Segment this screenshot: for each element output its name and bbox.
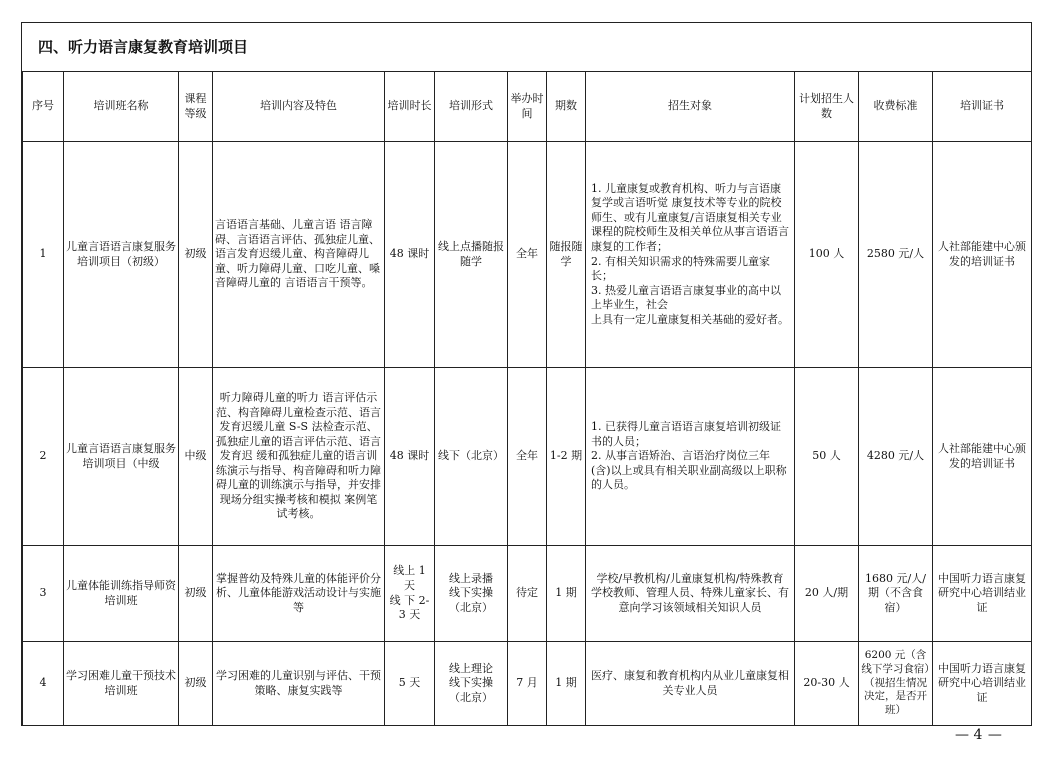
cell-fee: 2580 元/人 [859, 142, 933, 368]
cell-fee: 4280 元/人 [859, 368, 933, 546]
cell-content: 学习困难的儿童识别与评估、干预策略、康复实践等 [213, 642, 385, 726]
cell-seq: 4 [23, 642, 64, 726]
table-row [23, 142, 1032, 368]
cell-name: 学习困难儿童干预技术培训班 [64, 642, 179, 726]
cell-plan: 100 人 [795, 142, 859, 368]
cell-seq: 1 [23, 142, 64, 368]
cell-duration: 线上 1 天 线 下 2-3 天 [385, 546, 435, 642]
cell-plan: 20 人/期 [795, 546, 859, 642]
cell-form: 线下（北京） [435, 368, 508, 546]
header-name: 培训班名称 [64, 72, 179, 142]
cell-level: 初级 [179, 142, 213, 368]
header-duration: 培训时长 [385, 72, 435, 142]
header-form: 培训形式 [435, 72, 508, 142]
cell-name: 儿童体能训练指导师资培训班 [64, 546, 179, 642]
cell-time: 全年 [508, 368, 547, 546]
cell-seq: 2 [23, 368, 64, 546]
cell-plan: 20-30 人 [795, 642, 859, 726]
cell-duration: 48 课时 [385, 368, 435, 546]
cell-target: 1. 儿童康复或教育机构、听力与言语康复学或言语听觉 康复技术等专业的院校师生、或有儿童康复/言语康复相关专业课程的院校师生及相关单位从事言语语言康复的工作者； 2. 有相关知识需求的特殊需要儿童家长； 3. 热爱儿童言语语言康复事业的高中以上毕业生，社会 上具有一定儿童康复相关基础的爱好者。 [586, 142, 795, 368]
cell-target: 医疗、康复和教育机构内从业儿童康复相关专业人员 [586, 642, 795, 726]
cell-form: 线上理论 线下实操 （北京） [435, 642, 508, 726]
cell-content: 听力障碍儿童的听力 语言评估示范、构音障碍儿童检查示范、语言发育迟缓儿童 S-S 法检查示范、孤独症儿童的语言评估示范、语言发育迟 缓和孤独症儿童的语言训练演示与指导、构音障碍和听力障 碍儿童的训练演示与指导，并安排现场分组实操考核和模拟 案例笔试考核。 [213, 368, 385, 546]
cell-content: 掌握普幼及特殊儿童的体能评价分析、儿童体能游戏活动设计与实施等 [213, 546, 385, 642]
training-table [22, 71, 1032, 726]
header-sessions: 期数 [547, 72, 586, 142]
cell-sessions: 1 期 [547, 546, 586, 642]
cell-form: 线上录播 线下实操 （北京） [435, 546, 508, 642]
header-cert: 培训证书 [933, 72, 1032, 142]
header-content: 培训内容及特色 [213, 72, 385, 142]
cell-time: 全年 [508, 142, 547, 368]
cell-sessions: 随报随学 [547, 142, 586, 368]
cell-name: 儿童言语语言康复服务培训项目（初级） [64, 142, 179, 368]
cell-form: 线上点播随报随学 [435, 142, 508, 368]
section-title: 四、听力语言康复教育培训项目 [22, 23, 1031, 72]
page-number-value: 4 [973, 727, 984, 743]
cell-name: 儿童言语语言康复服务培训项目（中级 [64, 368, 179, 546]
cell-level: 初级 [179, 546, 213, 642]
cell-cert: 人社部能建中心颁发的培训证书 [933, 368, 1032, 546]
cell-time: 待定 [508, 546, 547, 642]
cell-target: 1. 已获得儿童言语语言康复培训初级证书的人员； 2. 从事言语矫治、言语治疗岗位三年(含)以上或具有相关职业副高级以上职称的人员。 [586, 368, 795, 546]
table-row [23, 642, 1032, 726]
header-fee: 收费标准 [859, 72, 933, 142]
table-row [23, 546, 1032, 642]
header-seq: 序号 [23, 72, 64, 142]
cell-fee: 6200 元（含线下学习食宿）（视招生情况决定，是否开班） [859, 642, 933, 726]
cell-duration: 5 天 [385, 642, 435, 726]
cell-fee: 1680 元/人/期（不含食宿） [859, 546, 933, 642]
page-number: — 4 — [955, 727, 1002, 743]
cell-content: 言语语言基础、儿童言语 语言障碍、言语语言评估、孤独症儿童、语言发育迟缓儿童、构音障碍儿童、听力障碍儿童、口吃儿童、嗓音障碍儿童的 言语语言干预等。 [213, 142, 385, 368]
cell-cert: 人社部能建中心颁发的培训证书 [933, 142, 1032, 368]
cell-seq: 3 [23, 546, 64, 642]
header-plan: 计划招生人数 [795, 72, 859, 142]
header-level: 课程等级 [179, 72, 213, 142]
cell-cert: 中国听力语言康复研究中心培训结业证 [933, 642, 1032, 726]
cell-target: 学校/早教机构/儿童康复机构/特殊教育学校教师、管理人员、特殊儿童家长、有意向学习该领域相关知识人员 [586, 546, 795, 642]
cell-level: 中级 [179, 368, 213, 546]
table-header-row [23, 72, 1032, 142]
cell-duration: 48 课时 [385, 142, 435, 368]
cell-cert: 中国听力语言康复研究中心培训结业证 [933, 546, 1032, 642]
cell-sessions: 1-2 期 [547, 368, 586, 546]
header-time: 举办时间 [508, 72, 547, 142]
table-row [23, 368, 1032, 546]
cell-time: 7 月 [508, 642, 547, 726]
cell-plan: 50 人 [795, 368, 859, 546]
cell-level: 初级 [179, 642, 213, 726]
cell-sessions: 1 期 [547, 642, 586, 726]
header-target: 招生对象 [586, 72, 795, 142]
document-frame [21, 22, 1032, 726]
